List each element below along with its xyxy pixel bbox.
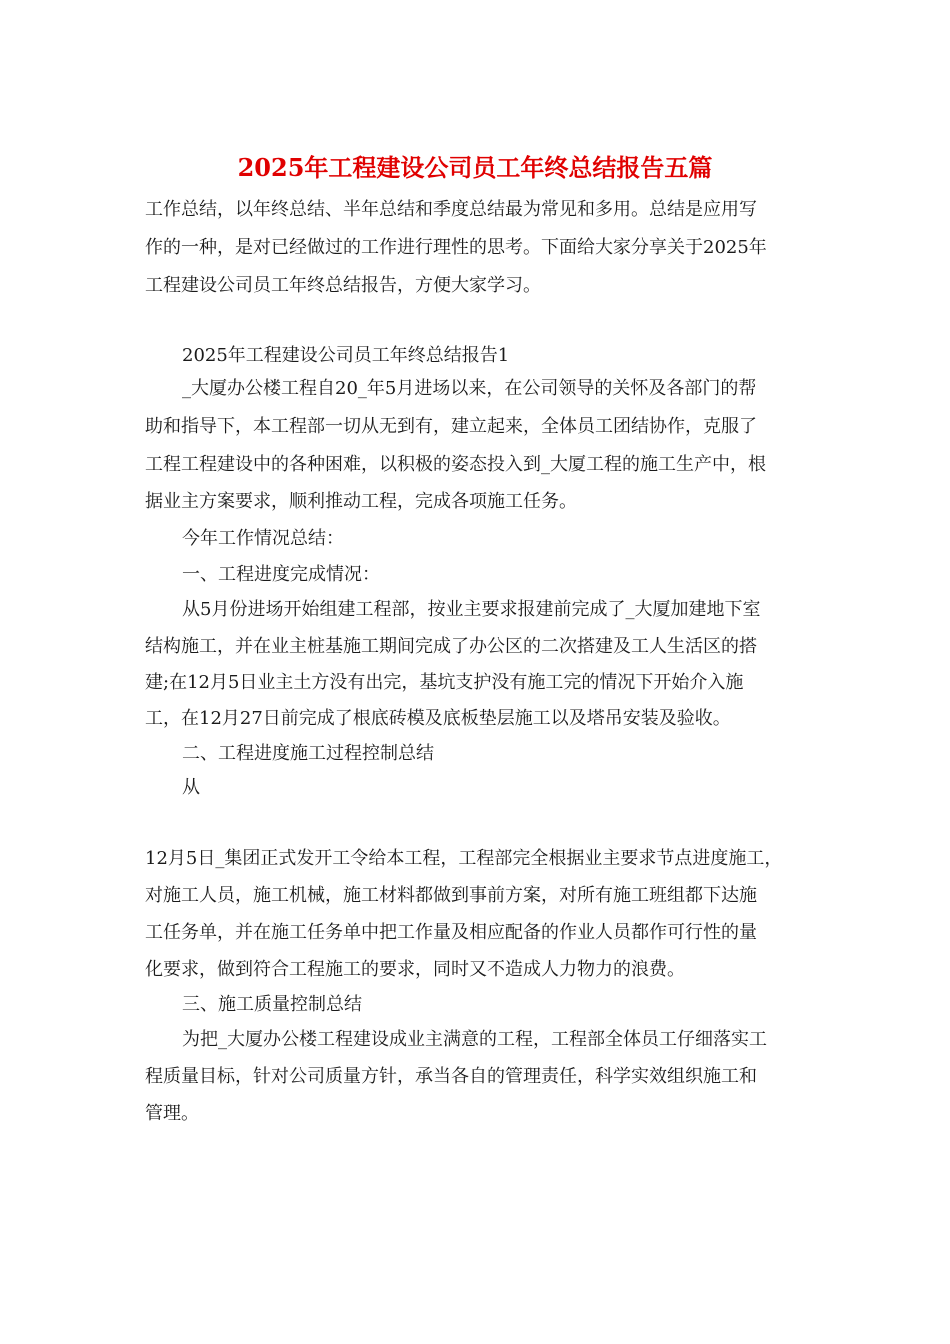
body-line: 为把_大厦办公楼工程建设成业主满意的工程，工程部全体员工仔细落实工 xyxy=(182,1029,767,1050)
body-line: 结构施工，并在业主桩基施工期间完成了办公区的二次搭建及工人生活区的搭 xyxy=(145,636,757,657)
body-line: 助和指导下，本工程部一切从无到有，建立起来，全体员工团结协作，克服了 xyxy=(145,416,757,437)
body-line: 从 xyxy=(182,777,200,798)
section-heading: 三、施工质量控制总结 xyxy=(182,994,362,1015)
report-heading: 2025年工程建设公司员工年终总结报告1 xyxy=(182,345,510,366)
body-line: 化要求，做到符合工程施工的要求，同时又不造成人力物力的浪费。 xyxy=(145,959,685,980)
body-line: _大厦办公楼工程自20_年5月进场以来，在公司领导的关怀及各部门的帮 xyxy=(182,378,757,399)
body-line: 工，在12月27日前完成了根底砖模及底板垫层施工以及塔吊安装及验收。 xyxy=(145,708,731,729)
body-line: 程质量目标，针对公司质量方针，承当各自的管理责任，科学实效组织施工和 xyxy=(145,1066,757,1087)
document-title: 2025年工程建设公司员工年终总结报告五篇 xyxy=(237,153,713,182)
body-line: 建;在12月5日业主土方没有出完，基坑支护没有施工完的情况下开始介入施 xyxy=(145,672,744,693)
body-line: 对施工人员，施工机械，施工材料都做到事前方案，对所有施工班组都下达施 xyxy=(145,885,757,906)
body-line: 从5月份进场开始组建工程部，按业主要求报建前完成了_大厦加建地下室 xyxy=(182,599,761,620)
intro-line: 工作总结，以年终总结、半年总结和季度总结最为常见和多用。总结是应用写 xyxy=(145,199,757,220)
section-label: 今年工作情况总结： xyxy=(182,528,344,549)
body-line: 工程工程建设中的各种困难，以积极的姿态投入到_大厦工程的施工生产中，根 xyxy=(145,454,766,475)
section-heading: 二、工程进度施工过程控制总结 xyxy=(182,743,434,764)
body-line: 据业主方案要求，顺利推动工程，完成各项施工任务。 xyxy=(145,491,577,512)
body-line: 12月5日_集团正式发开工令给本工程，工程部完全根据业主要求节点进度施工， xyxy=(145,848,783,869)
intro-line: 工程建设公司员工年终总结报告，方便大家学习。 xyxy=(145,275,541,296)
section-heading: 一、工程进度完成情况： xyxy=(182,564,380,585)
intro-line: 作的一种，是对已经做过的工作进行理性的思考。下面给大家分享关于2025年 xyxy=(145,237,767,258)
body-line: 工任务单，并在施工任务单中把工作量及相应配备的作业人员都作可行性的量 xyxy=(145,922,757,943)
body-line: 管理。 xyxy=(145,1103,199,1124)
